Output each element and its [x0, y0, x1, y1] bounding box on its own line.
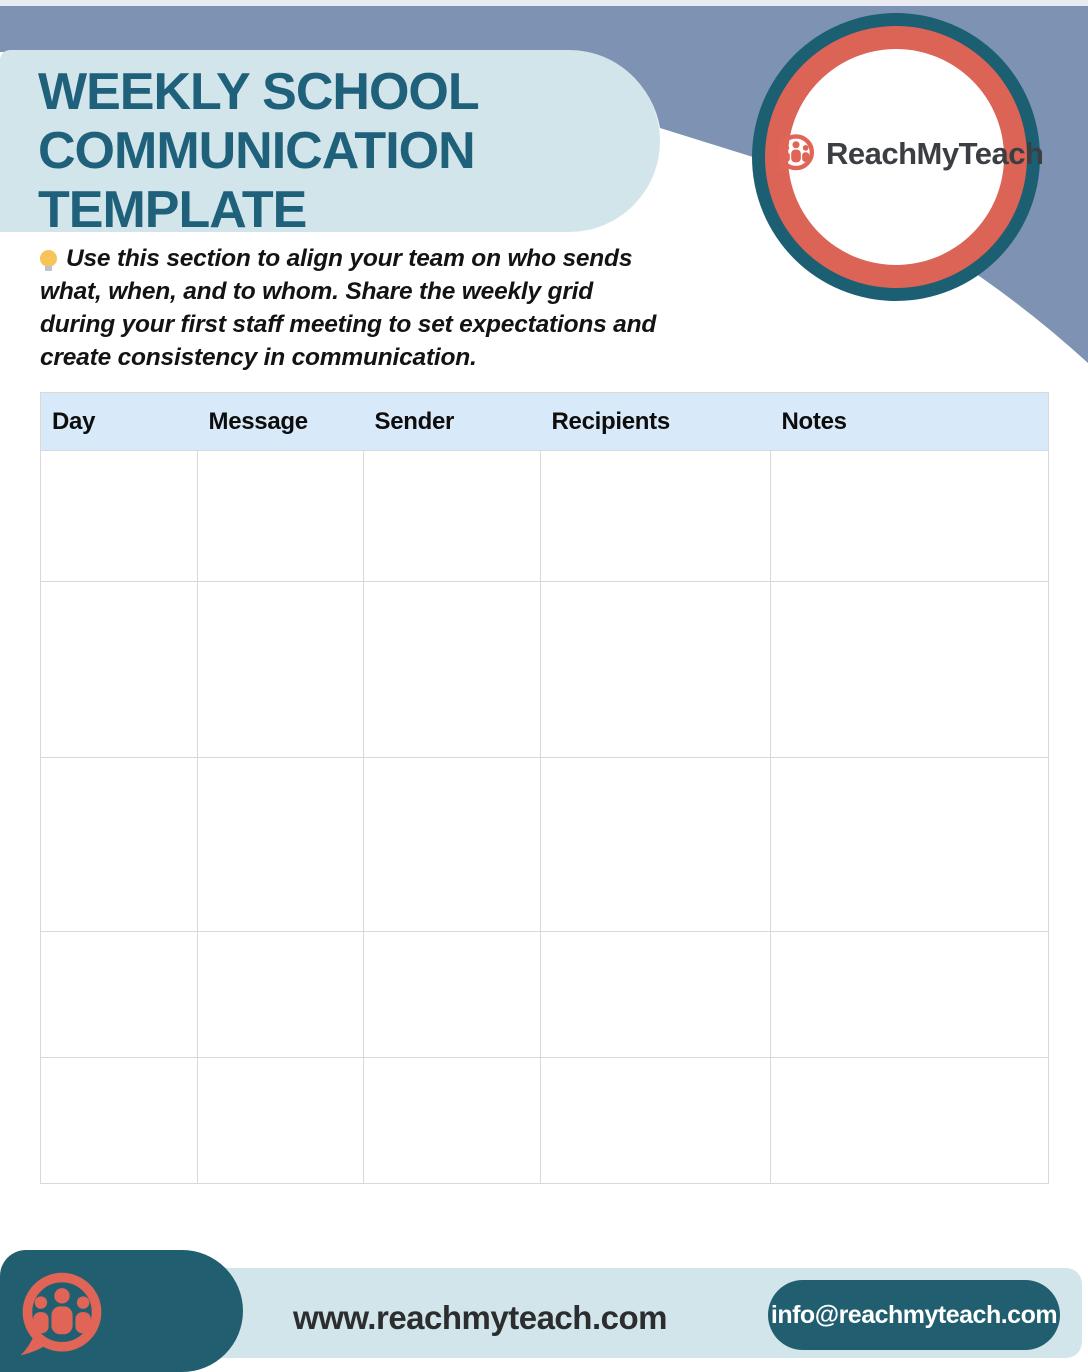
table-cell [41, 758, 198, 932]
table-row [41, 1058, 1049, 1184]
intro-line: create consistency in communication. [40, 344, 477, 371]
title-line: WEEKLY SCHOOL [38, 63, 479, 121]
brand-name: ReachMyTeach [826, 136, 1044, 171]
table-row [41, 758, 1049, 932]
table-cell [198, 932, 364, 1058]
brand-lockup [774, 132, 1043, 176]
table-cell [541, 451, 771, 582]
table-cell [541, 758, 771, 932]
column-header-sender: Sender [364, 393, 541, 451]
intro-line: Use this section to align your team on who sends [40, 242, 740, 275]
page-title [38, 63, 660, 240]
column-header-message: Message [198, 393, 364, 451]
table-cell [41, 451, 198, 582]
table-cell [41, 932, 198, 1058]
table-cell [541, 582, 771, 758]
title-box [0, 50, 660, 239]
email-pill[interactable] [768, 1280, 1060, 1350]
table-cell [41, 1058, 198, 1184]
intro-line: what, when, and to whom. Share the weekly grid [40, 278, 594, 305]
table-cell [198, 1058, 364, 1184]
column-header-notes: Notes [771, 393, 1049, 451]
column-header-recipients: Recipients [541, 393, 771, 451]
title-line: TEMPLATE [38, 181, 307, 239]
table-cell [771, 1058, 1049, 1184]
table-cell [771, 758, 1049, 932]
column-header-day: Day [41, 393, 198, 451]
table-body [41, 451, 1049, 1184]
table-cell [364, 582, 541, 758]
table-cell [541, 932, 771, 1058]
title-line: COMMUNICATION [38, 122, 475, 180]
table-cell [41, 582, 198, 758]
table-cell [198, 451, 364, 582]
table-cell [771, 451, 1049, 582]
table-cell [198, 582, 364, 758]
footer-logo-shape [0, 1250, 243, 1372]
table-row [41, 451, 1049, 582]
table-cell [771, 932, 1049, 1058]
table-cell [364, 451, 541, 582]
table-row [41, 582, 1049, 758]
table-cell [364, 932, 541, 1058]
lightbulb-icon [40, 250, 57, 267]
top-strip [0, 0, 1088, 6]
reachmyteach-logo-icon [774, 132, 818, 176]
table-header-row [41, 393, 1049, 451]
reachmyteach-bubble-icon [14, 1268, 110, 1364]
table-cell [541, 1058, 771, 1184]
table-cell [364, 758, 541, 932]
intro-line: during your first staff meeting to set expectations and [40, 311, 657, 338]
table-cell [198, 758, 364, 932]
table-cell [771, 582, 1049, 758]
table-cell [364, 1058, 541, 1184]
website-link[interactable]: www.reachmyteach.com [293, 1299, 667, 1336]
intro-note [40, 242, 740, 374]
email-text: info@reachmyteach.com [770, 1300, 1058, 1329]
communication-table [40, 392, 1049, 1184]
table-row [41, 932, 1049, 1058]
